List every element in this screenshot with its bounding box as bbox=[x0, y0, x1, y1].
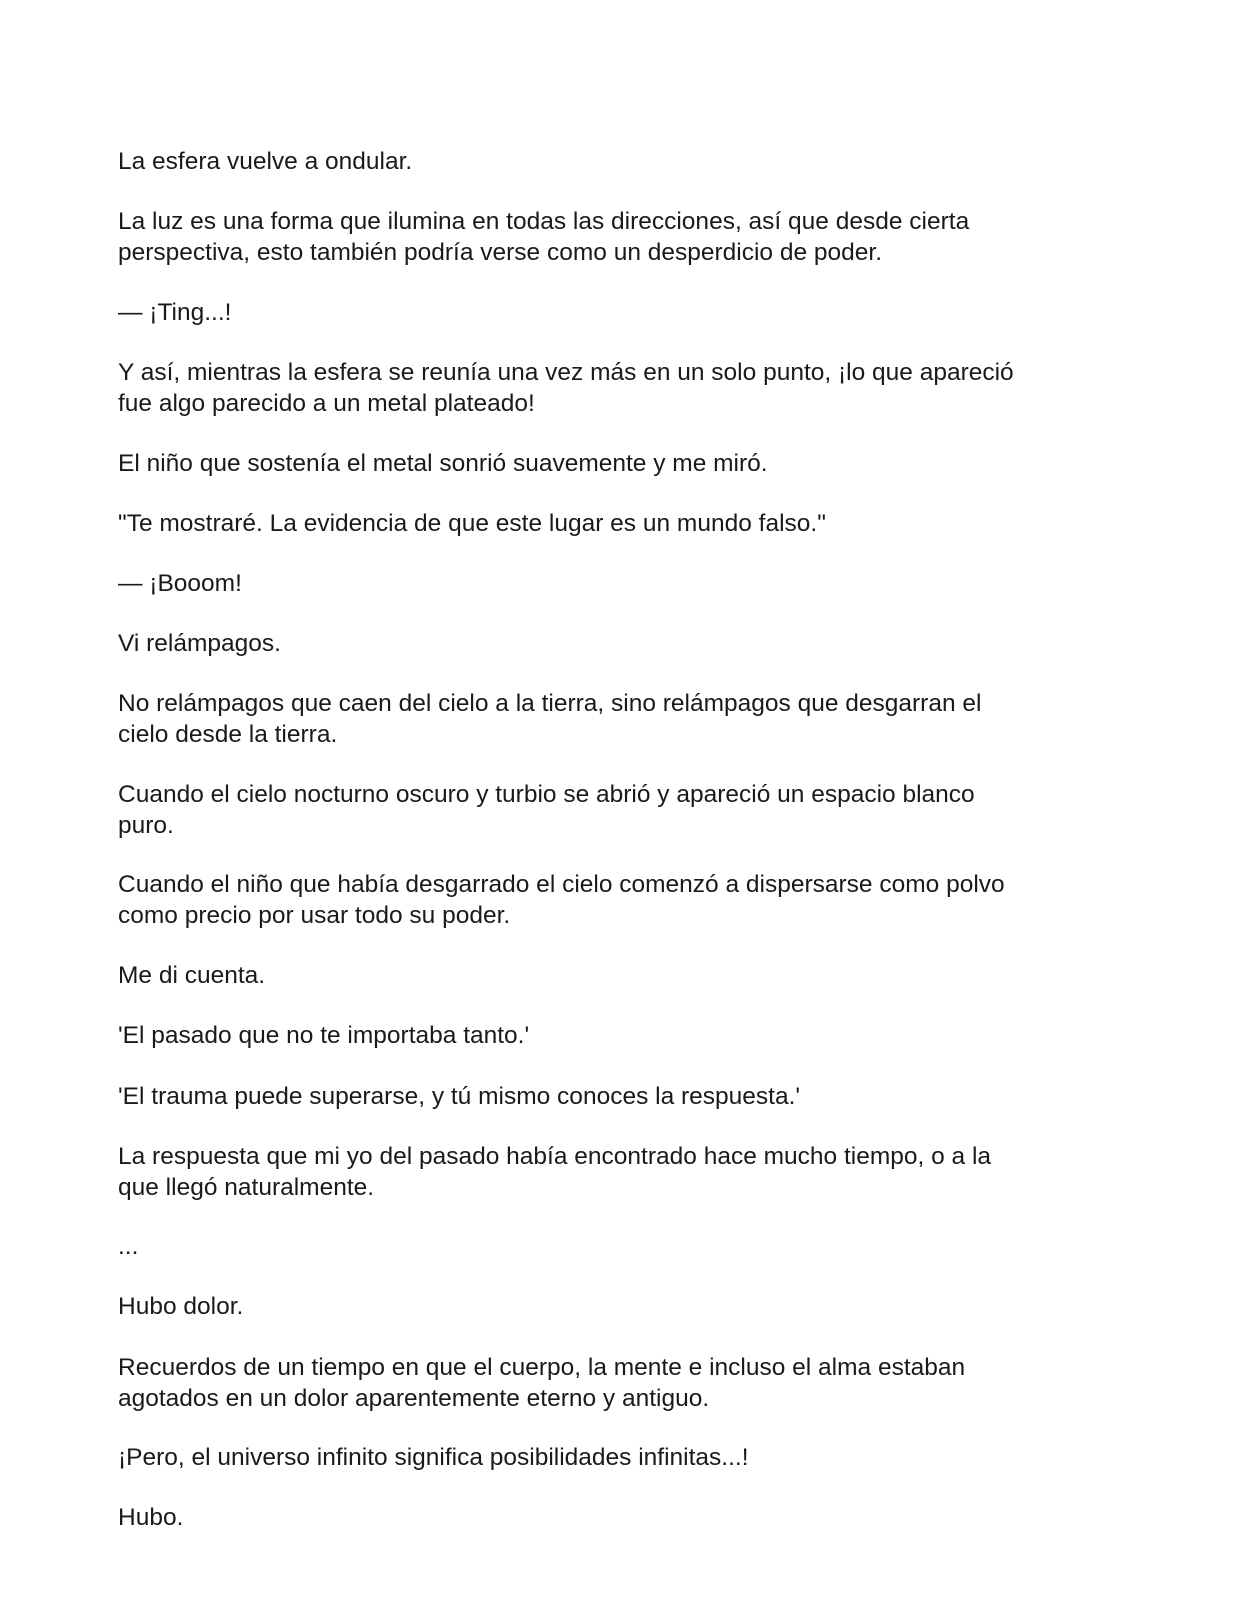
text-line: perspectiva, esto también podría verse como un desperdicio de poder. bbox=[118, 239, 883, 266]
text-line: 'El trauma puede superarse, y tú mismo conoces la respuesta.' bbox=[118, 1083, 801, 1110]
text-line: fue algo parecido a un metal plateado! bbox=[118, 390, 535, 417]
text-line: No relámpagos que caen del cielo a la tierra, sino relámpagos que desgarran el bbox=[118, 690, 982, 717]
paragraph-16 bbox=[118, 1231, 1128, 1262]
text-line: Me di cuenta. bbox=[118, 962, 266, 989]
paragraph-12 bbox=[118, 960, 1128, 991]
text-line: Y así, mientras la esfera se reunía una vez más en un solo punto, ¡lo que apareció bbox=[118, 359, 1014, 386]
text-line: Cuando el niño que había desgarrado el cielo comenzó a dispersarse como polvo bbox=[118, 871, 1005, 898]
text-line: La esfera vuelve a ondular. bbox=[118, 148, 413, 175]
paragraph-14 bbox=[118, 1081, 1128, 1112]
paragraph-20 bbox=[118, 1502, 1128, 1533]
text-line: — ¡Booom! bbox=[118, 570, 242, 597]
text-line: cielo desde la tierra. bbox=[118, 721, 338, 748]
paragraph-17 bbox=[118, 1291, 1128, 1322]
text-line: como precio por usar todo su poder. bbox=[118, 902, 511, 929]
paragraph-15 bbox=[118, 1141, 1128, 1203]
text-line: Hubo. bbox=[118, 1504, 184, 1531]
text-line: La respuesta que mi yo del pasado había encontrado hace mucho tiempo, o a la bbox=[118, 1143, 992, 1170]
paragraph-6 bbox=[118, 508, 1128, 539]
paragraph-2 bbox=[118, 206, 1128, 268]
paragraph-13 bbox=[118, 1020, 1128, 1051]
text-line: Recuerdos de un tiempo en que el cuerpo, la mente e incluso el alma estaban bbox=[118, 1354, 966, 1381]
paragraph-11 bbox=[118, 869, 1128, 931]
text-line: — ¡Ting...! bbox=[118, 299, 232, 326]
text-line: 'El pasado que no te importaba tanto.' bbox=[118, 1022, 530, 1049]
paragraph-1 bbox=[118, 146, 1128, 177]
paragraph-3 bbox=[118, 297, 1128, 328]
paragraph-4 bbox=[118, 357, 1128, 419]
text-line: Hubo dolor. bbox=[118, 1293, 244, 1320]
paragraph-5 bbox=[118, 448, 1128, 479]
text-line: Cuando el cielo nocturno oscuro y turbio se abrió y apareció un espacio blanco bbox=[118, 781, 975, 808]
text-line: puro. bbox=[118, 812, 174, 839]
paragraph-10 bbox=[118, 779, 1128, 841]
text-line: "Te mostraré. La evidencia de que este lugar es un mundo falso." bbox=[118, 510, 826, 537]
paragraph-19 bbox=[118, 1442, 1128, 1473]
text-line: ¡Pero, el universo infinito significa posibilidades infinitas...! bbox=[118, 1444, 749, 1471]
text-line: La luz es una forma que ilumina en todas las direcciones, así que desde cierta bbox=[118, 208, 970, 235]
text-line: Vi relámpagos. bbox=[118, 630, 281, 657]
paragraph-7 bbox=[118, 568, 1128, 599]
text-line: agotados en un dolor aparentemente eterno y antiguo. bbox=[118, 1385, 710, 1412]
text-line: El niño que sostenía el metal sonrió suavemente y me miró. bbox=[118, 450, 768, 477]
paragraph-8 bbox=[118, 628, 1128, 659]
paragraph-18 bbox=[118, 1352, 1128, 1414]
text-line: ... bbox=[118, 1233, 139, 1260]
text-line: que llegó naturalmente. bbox=[118, 1174, 375, 1201]
paragraph-9 bbox=[118, 688, 1128, 750]
